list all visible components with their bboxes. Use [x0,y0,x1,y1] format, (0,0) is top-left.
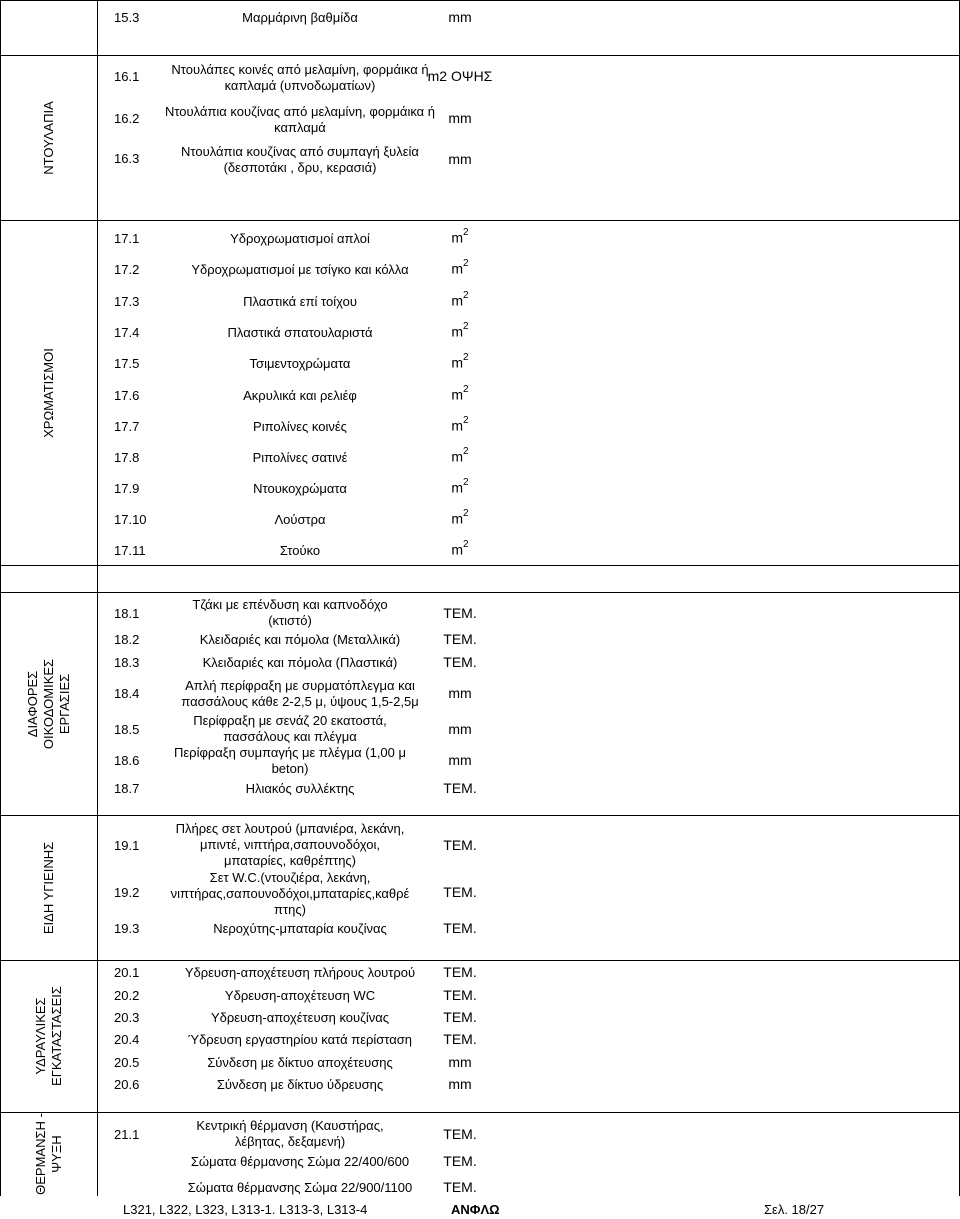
item-number: 18.5 [114,722,140,737]
item-description: Υδροχρωματισμοί με τσίγκο και κόλλα [191,262,409,277]
item-description: Ηλιακός συλλέκτης [245,781,355,796]
item-unit: ΤΕΜ. [443,837,477,853]
item-number: 19.3 [114,921,140,936]
item-number: 17.4 [114,325,140,340]
item-unit: $m^2$ [451,415,469,434]
item-description: Πλήρες σετ λουτρού (μπανιέρα, λεκάνη, μπιντέ, νιπτήρα,σαπουνοδόχοι, μπαταρίες, καθρέπτης) [175,821,405,868]
item-description: Υδρευση-αποχέτευση WC [224,988,376,1003]
item-unit: mm [448,1054,472,1070]
item-description: Περίφραξη συμπαγής με πλέγμα (1,00 μ beton) [173,745,406,776]
item-description: Σύνδεση με δίκτυο αποχέτευσης [207,1055,393,1070]
section-label: ΝΤΟΥΛΑΠΙΑ [40,100,56,175]
item-number: 16.2 [114,111,140,126]
item-unit: ΤΕΜ. [443,920,477,936]
item-unit: mm [448,752,472,768]
item-description: Ύδρευση εργαστηρίου κατά περίσταση [187,1032,413,1047]
item-number: 18.7 [114,781,140,796]
item-description: Σώματα θέρμανσης Σώμα 22/400/600 [190,1154,410,1169]
item-number: 20.6 [114,1077,140,1092]
item-description: Ακρυλικά και ρελιέφ [243,388,357,403]
item-number: 17.3 [114,294,140,309]
item-number: 19.1 [114,838,140,853]
item-unit: mm [448,685,472,701]
item-description: Υδροχρωματισμοί απλοί [230,231,370,246]
item-number: 17.11 [114,543,146,558]
item-unit: $m^2$ [451,290,469,309]
item-description: Λούστρα [274,512,326,527]
item-unit: ΤΕΜ. [443,1126,477,1142]
item-description: Τζάκι με επένδυση και καπνοδόχο (κτιστό) [192,597,388,628]
item-description: Κεντρική θέρμανση (Καυστήρας, λέβητας, δεξαμενή) [196,1118,384,1149]
item-description: Σετ W.C.(ντουζιέρα, λεκάνη, νιπτήρας,σαπουνοδόχοι,μπαταρίες,καθρέ πτης) [170,870,410,917]
item-description: Νεροχύτης-μπαταρία κουζίνας [213,921,387,936]
item-unit: ΤΕΜ. [443,605,477,621]
section-ydraulikes [0,960,97,1112]
item-number: 15.3 [114,10,140,25]
item-unit: $m^2$ [451,508,469,527]
item-description: Ντουλάπες κοινές από μελαμίνη, φορμάικα ή καπλαμά (υπνοδωματίων) [171,62,429,93]
item-description: Ριπολίνες σατινέ [252,450,348,465]
page-number: Σελ. 18/27 [764,1202,825,1217]
item-number: 18.6 [114,753,140,768]
item-unit: m2 ΟΨΗΣ [427,68,493,84]
section-label: ΧΡΩΜΑΤΙΣΜΟΙ [40,347,56,438]
item-number: 17.1 [114,231,140,246]
item-unit: $m^2$ [451,227,469,246]
item-unit: $m^2$ [451,539,469,558]
item-number: 16.3 [114,151,140,166]
item-description: Πλαστικά επί τοίχου [243,294,357,309]
item-number: 20.3 [114,1010,140,1025]
item-description: Πλαστικά σπατουλαριστά [227,325,373,340]
item-description: Ντουλάπια κουζίνας από συμπαγή ξυλεία (δεσποτάκι , δρυ, κερασιά) [181,144,419,175]
section-label: ΘΕΡΜΑΝΣΗ - ΨΥΞΗ [32,1113,64,1195]
item-number: 17.8 [114,450,140,465]
item-number: 17.10 [114,512,147,527]
item-description: Κλειδαριές και πόμολα (Μεταλλικά) [199,632,401,647]
item-unit: ΤΕΜ. [443,1009,477,1025]
item-description: Υδρευση-αποχέτευση κουζίνας [210,1010,390,1025]
item-unit: mm [448,1076,472,1092]
item-unit: $m^2$ [451,446,469,465]
item-description: Τσιμεντοχρώματα [249,356,351,371]
item-unit: mm [448,9,472,25]
item-number: 20.1 [114,965,140,980]
item-number: 18.3 [114,655,140,670]
item-description: Σύνδεση με δίκτυο ύδρευσης [216,1077,384,1092]
item-number: 20.2 [114,988,140,1003]
item-number: 16.1 [114,69,140,84]
section-xromatismoi [0,220,97,565]
item-description: Μαρμάρινη βαθμίδα [242,10,358,25]
item-number: 17.2 [114,262,140,277]
item-number: 20.4 [114,1032,140,1047]
item-unit: ΤΕΜ. [443,1153,477,1169]
item-description: Απλή περίφραξη με συρματόπλεγμα και πασσάλους κάθε 2-2,5 μ, ύψους 1,5-2,5μ [181,678,419,709]
item-number: 18.4 [114,686,140,701]
item-number: 18.2 [114,632,140,647]
item-unit: $m^2$ [451,477,469,496]
item-unit: $m^2$ [451,384,469,403]
section-label: ΕΙΔΗ ΥΓΙΕΙΝΗΣ [40,841,56,934]
item-description: Ντουλάπια κουζίνας από μελαμίνη, φορμάικα ή καπλαμά [164,104,436,135]
item-unit: ΤΕΜ. [443,654,477,670]
footer-title: ΑΝΦΛΩ [451,1202,500,1217]
item-description: Ριπολίνες κοινές [253,419,347,434]
item-unit: ΤΕΜ. [443,780,477,796]
item-number: 19.2 [114,885,140,900]
section-label: ΥΔΡΑΥΛΙΚΕΣ ΕΓΚΑΤΑΣΤΑΣΕΙΣ [32,986,64,1086]
item-unit: ΤΕΜ. [443,987,477,1003]
item-number: 21.1 [114,1127,140,1142]
item-unit: $m^2$ [451,352,469,371]
section-label: ΔΙΑΦΟΡΕΣ ΟΙΚΟΔΟΜΙΚΕΣ ΕΡΓΑΣΙΕΣ [24,658,72,749]
item-unit: mm [448,110,472,126]
item-description: Στούκο [279,543,321,558]
item-number: 17.7 [114,419,140,434]
item-unit: ΤΕΜ. [443,1031,477,1047]
item-description: Υδρευση-αποχέτευση πλήρους λουτρού [184,965,416,980]
item-unit: mm [448,151,472,167]
item-description: Ντουκοχρώματα [253,481,347,496]
item-unit: $m^2$ [451,321,469,340]
item-unit: mm [448,721,472,737]
item-unit: $m^2$ [451,258,469,277]
section-eidi-ygieinis [0,815,97,960]
item-number: 20.5 [114,1055,140,1070]
section-ntoulapia [0,55,97,220]
footer-codes: L321, L322, L323, L313-1. L313-3, L313-4 [123,1202,368,1217]
item-description: Κλειδαριές και πόμολα (Πλαστικά) [202,655,398,670]
item-number: 17.6 [114,388,140,403]
item-unit: ΤΕΜ. [443,631,477,647]
item-unit: ΤΕΜ. [443,1179,477,1195]
item-description: Περίφραξη με σενάζ 20 εκατοστά, πασσάλους και πλέγμα [193,713,387,744]
item-unit: ΤΕΜ. [443,884,477,900]
item-number: 17.9 [114,481,140,496]
item-number: 18.1 [114,606,140,621]
section-thermansi [0,1112,97,1196]
section-diafores [0,592,97,815]
item-number: 17.5 [114,356,140,371]
item-description: Σώματα θέρμανσης Σώμα 22/900/1100 [187,1180,413,1195]
item-unit: ΤΕΜ. [443,964,477,980]
